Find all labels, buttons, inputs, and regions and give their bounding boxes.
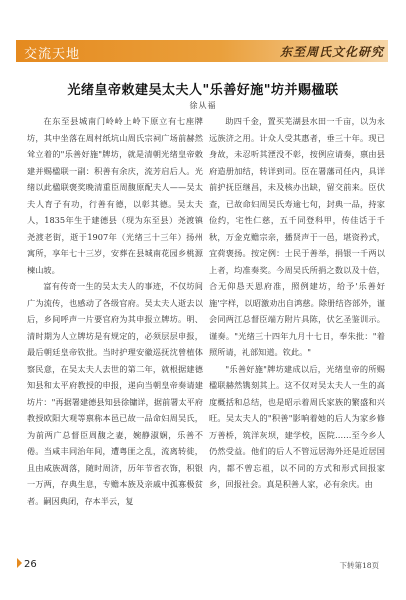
- continued-note: 下转第18页: [339, 561, 379, 570]
- page-number: [17, 558, 37, 570]
- article-title: 光绪皇帝敕建吴太夫人"乐善好施"坊并赐楹联: [67, 83, 339, 98]
- section-label: 交流天地: [24, 47, 81, 62]
- paragraph: 在东至县城南门岭岭上岭下原立有七座牌坊，其中坐落在周村纸坑山周氏宗祠广场前赫然耸立着的"乐善好施"牌坊，就是清朝光绪皇帝敕建并赐楹联一副：积善有余庆，流芳启后人。光绪以此楹联褒奖晚清重臣周馥原配夫人——吴太夫人育子有功，行善有德，以彰其德。吴太夫人，1835年生于建德县（现为东至县）尧渡镇尧渡老街，逝于1907年（光绪三十三年）扬州寓所，享年七十三岁，安葬在县城南花园乡桃源楝山坡。: [27, 116, 203, 275]
- page-number-text: 26: [24, 559, 37, 570]
- right-column: [209, 113, 385, 493]
- paragraph: 富有传奇一生的吴太夫人的事迹，不仅坊间广为流传，也感动了各级官府。吴太夫人逝去以后，乡间呼声一片要官府为其申报立牌坊。明、清时期为人立牌坊是有规定的，必须层层申报，最后朝廷皇帝钦批。当时护理安徽巡抚沈曾植体察民意，在吴太夫人去世的第二年，就根据建德知县和太平府教授的申报，递向当朝皇帝奏请建坊片："再据署建德县知县徐镛详，据前署太平府教授欧阳大观等禀称本邑已故一品命妇周吴氏，为前两广总督臣周馥之妻，婉静淑娴，乐善不倦。当咸丰同治年间，遭粤匪之乱，流离转徙，且由咸族凋落，随时周济，历年节省衣饰，积银一万两，存典生息，专赡本族及亲戚中孤寡极贫者。嗣因典闭，存本半云，复: [27, 281, 203, 506]
- section-header: [0, 40, 406, 64]
- left-column: [27, 113, 203, 509]
- paragraph: "乐善好施"牌坊建成以后，光绪皇帝的所赐楹联赫然镌刻其上。这不仅对吴太夫人一生的高度概括和总结，也是昭示着周氏家族的繁盛和兴旺。吴太夫人的"积善"影响着她的后人为家乡修万善桥，筑洋灰坝，建学校，医院……至今乡人仍然受益。他们的后人不管远居海外还是近居国内，都不曾忘祖，以不同的方式和形式回报家乡，回报社会。真是积善人家，必有余庆。由: [209, 363, 385, 489]
- journal-name: 东至周氏文化研究: [279, 45, 384, 59]
- article-author: 徐从福: [189, 101, 217, 110]
- paragraph: 助四千金，置买芜湖县水田一千亩，以为永远族济之用。计众人受其惠者，垂三十年。现已身故，未忍听其湮没不彰，按例应请奏，禀由县府造册加结，转详到司。臣在署藩司任内，具详前护抚臣继昌，未及核办出缺，留交前来。臣伏查，已故命妇周吴氏寿逾七旬，封典一品，持家俭约，宅性仁慈，五千同登科甲，传佳话于千秋，万金克赡宗亲，播贤声于一邑，堪资矜式，宜荷褒扬。按定例：士民于善举，捐银一千两以上者，均准奏奖。今周吴氏所捐之数以及十倍，合无仰恳天恩府准，照例建坊，给予'乐善好施'字样，以昭激劝出自鸿慈。除册结咨部外，谨会同两江总督臣端方附片具陈，伏乞圣鉴训示。谨奏。"光绪三十四年九月十七日，奉朱批："着照所请，礼部知道。钦此。": [209, 116, 385, 357]
- triangle-marker-icon: [17, 558, 22, 568]
